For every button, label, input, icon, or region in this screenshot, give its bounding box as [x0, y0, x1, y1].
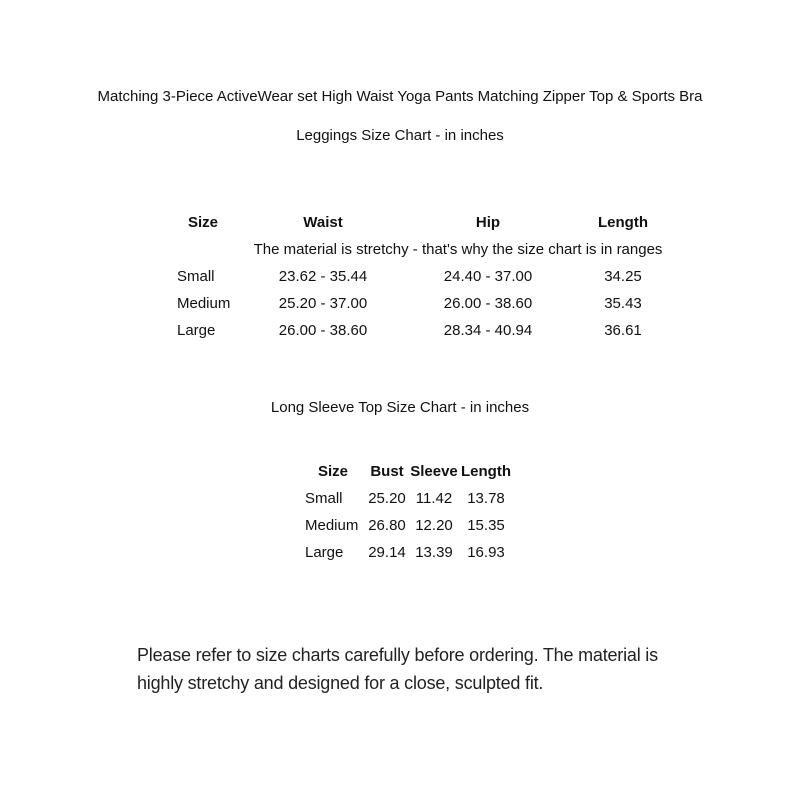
- leggings-row-medium-hip: 26.00 - 38.60: [443, 295, 533, 312]
- top-row-medium-size: Medium: [305, 517, 359, 534]
- top-row-large-size: Large: [305, 544, 344, 561]
- footer-note: [137, 641, 658, 697]
- top-header-bust: Bust: [370, 463, 404, 480]
- leggings-row-small-hip: 24.40 - 37.00: [443, 268, 533, 285]
- top-row-large-bust: 29.14: [368, 544, 406, 561]
- leggings-row-medium-size: Medium: [177, 295, 231, 312]
- leggings-row-large-hip: 28.34 - 40.94: [443, 322, 533, 339]
- leggings-row-large-waist: 26.00 - 38.60: [278, 322, 368, 339]
- top-header-length: Length: [461, 463, 511, 480]
- top-header-sleeve: Sleeve: [410, 463, 458, 480]
- stretchy-material-note: The material is stretchy - that's why the size chart is in ranges: [253, 241, 663, 258]
- top-row-small-size: Small: [305, 490, 343, 507]
- top-header-size: Size: [317, 463, 348, 480]
- leggings-row-large-size: Large: [177, 322, 216, 339]
- leggings-header-length: Length: [598, 214, 648, 231]
- footer-note-line-1: Please refer to size charts carefully before ordering. The material is: [137, 645, 658, 665]
- leggings-size-table: [148, 209, 663, 344]
- footer-note-line-2: highly stretchy and designed for a close, sculpted fit.: [137, 673, 544, 693]
- top-row-small-length: 13.78: [467, 490, 505, 507]
- leggings-row-small-waist: 23.62 - 35.44: [278, 268, 368, 285]
- leggings-chart-heading: Leggings Size Chart - in inches: [296, 127, 504, 144]
- leggings-row-medium-length: 35.43: [604, 295, 642, 312]
- top-row-medium-sleeve: 12.20: [415, 517, 453, 534]
- top-row-small-sleeve: 11.42: [415, 490, 453, 507]
- top-size-table: [300, 458, 512, 566]
- top-row-medium-bust: 26.80: [368, 517, 406, 534]
- product-title: Matching 3-Piece ActiveWear set High Waist Yoga Pants Matching Zipper Top & Sports Bra: [97, 88, 703, 105]
- leggings-header-waist: Waist: [303, 214, 343, 231]
- leggings-row-medium-waist: 25.20 - 37.00: [278, 295, 368, 312]
- top-row-large-length: 16.93: [467, 544, 505, 561]
- leggings-row-small-length: 34.25: [604, 268, 642, 285]
- top-row-medium-length: 15.35: [467, 517, 505, 534]
- leggings-header-size: Size: [187, 214, 218, 231]
- top-chart-heading: Long Sleeve Top Size Chart - in inches: [270, 399, 530, 416]
- leggings-row-small-size: Small: [177, 268, 215, 285]
- top-row-small-bust: 25.20: [368, 490, 406, 507]
- leggings-header-hip: Hip: [475, 214, 501, 231]
- leggings-row-large-length: 36.61: [604, 322, 642, 339]
- top-row-large-sleeve: 13.39: [415, 544, 453, 561]
